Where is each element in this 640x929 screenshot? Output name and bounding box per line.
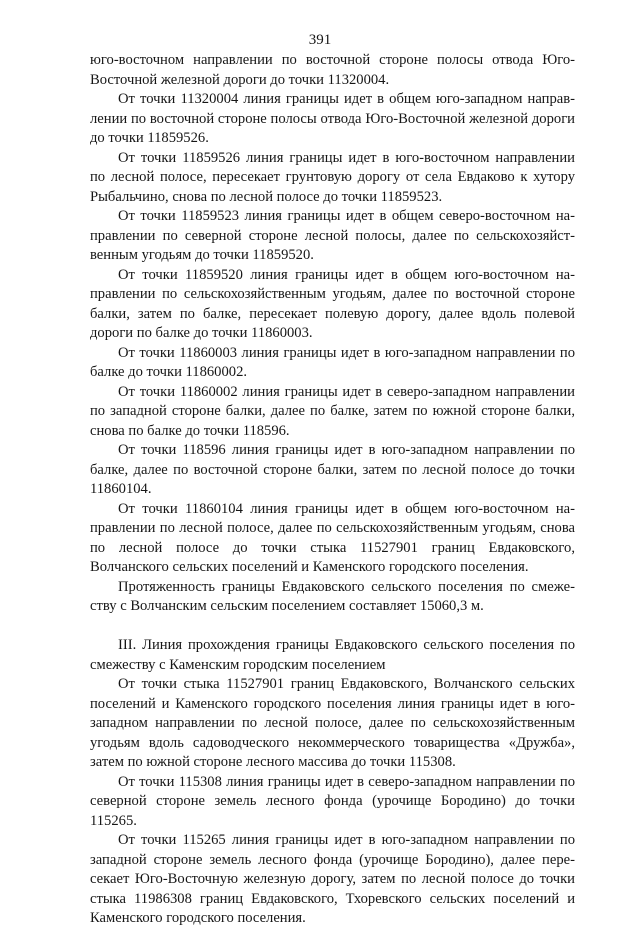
paragraph: От точки 11860003 линия границы идет в юго-западном направлении по балке до точки 11860002.	[90, 344, 575, 380]
page-number: 391	[308, 32, 332, 48]
border-length-summary: Протяженность границы Евдаковского сельского поселения по смежеству с Волчанским сельским поселением составляет 15060,3 м.	[90, 578, 575, 614]
section-heading: III. Линия прохождения границы Евдаковского сельского поселения по смежеству с Каменским городским поселением	[90, 637, 575, 673]
paragraph: От точки 11860104 линия границы идет в общем юго-восточном направлении по лесной полосе, далее по сельскохозяйственным угодьям, снова по лесной полосе до точки стыка 11527901 границ Евдаковского, Волчанского сельских поселений и Каменского городского поселения.	[90, 500, 575, 575]
paragraph: От точки 11859526 линия границы идет в юго-восточном направлении по лесной полосе, пересекает грунтовую дорогу от села Евдаково к хутору Рыбальчино, снова по лесной полосе до точки 11859523.	[90, 149, 575, 205]
paragraph: От точки 115308 линия границы идет в северо-западном направлении по северной стороне земель лесного фонда (урочище Бородино) до точки 115265.	[90, 773, 575, 829]
paragraph-continuation: юго-восточном направлении по восточной стороне полосы отвода Юго-Восточной железной дороги до точки 11320004.	[90, 52, 575, 88]
document-body	[90, 51, 575, 929]
paragraph: От точки 11859520 линия границы идет в общем юго-восточном направлении по сельскохозяйственным угодьям, далее по восточной стороне балки, затем по балке, пересекает полевую дорогу, далее вдоль полевой дороги по балке до точки 11860003.	[90, 266, 575, 341]
paragraph: От точки 11859523 линия границы идет в общем северо-восточном направлении по северной стороне лесной полосы, далее по сельскохозяйственным угодьям до точки 11859520.	[90, 208, 575, 263]
paragraph: От точки 115265 линия границы идет в юго-западном направлении по западной стороне земель лесного фонда (урочище Бородино), далее пересекает Юго-Восточную железную дорогу, затем по лесной полосе до точки стыка 11986308 границ Евдаковского, Тхоревского сельских поселений и Каменского городского поселения.	[90, 832, 575, 926]
paragraph: От точки 11860002 линия границы идет в северо-западном направлении по западной стороне балки, далее по балке, затем по южной стороне балки, снова по балке до точки 118596.	[90, 383, 575, 439]
paragraph: От точки 11320004 линия границы идет в общем юго-западном направлении по восточной стороне полосы отвода Юго-Восточной железной дороги до точки 11859526.	[90, 91, 575, 146]
paragraph: От точки стыка 11527901 границ Евдаковского, Волчанского сельских поселений и Каменского городского поселения линия границы идет в юго-западном направлении по лесной полосе, далее по сельскохозяйственным угодьям вдоль садоводческого некоммерческого товарищества «Дружба», затем по южной стороне лесного массива до точки 115308.	[90, 676, 575, 770]
paragraph: От точки 118596 линия границы идет в юго-западном направлении по балке, далее по восточной стороне балки, затем по лесной полосе до точки 11860104.	[90, 442, 575, 497]
